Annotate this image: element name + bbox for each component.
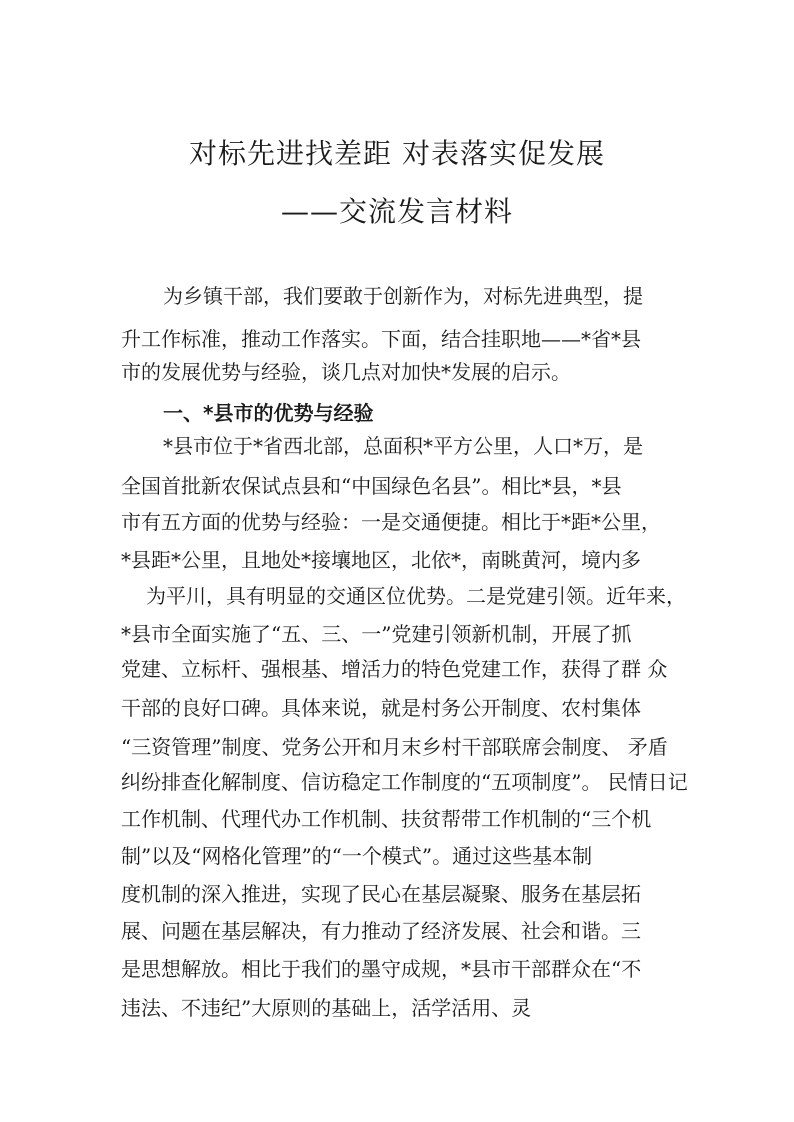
page-subtitle: ——交流发言材料 [280, 195, 513, 228]
paragraph-line: 为平川，具有明显的交通区位优势。二是党建引领。近年来， [146, 584, 686, 608]
section-heading: 一、*县市的优势与经验 [163, 401, 374, 425]
paragraph-line: *县距*公里，且地处*接壤地区，北依*，南眺黄河，境内多 [121, 548, 641, 572]
paragraph-line: 度机制的深入推进，实现了民心在基层凝聚、服务在基层拓 [121, 882, 641, 906]
paragraph-line: 党建、立标杆、强根基、增活力的特色党建工作，获得了群 众 [121, 657, 668, 681]
paragraph-line: 干部的良好口碑。具体来说，就是村务公开制度、农村集体 [121, 696, 641, 720]
paragraph-line: 为乡镇干部，我们要敢于创新作为，对标先进典型，提 [163, 284, 643, 308]
paragraph-line: *县市位于*省西北部，总面积*平方公里，人口*万，是 [163, 434, 643, 458]
paragraph-line: 升工作标准，推动工作落实。下面，结合挂职地——*省*县 [121, 327, 641, 351]
paragraph-line: *县市全面实施了“五、三、一”党建引领新机制，开展了抓 [121, 622, 632, 646]
paragraph-line: 市有五方面的优势与经验：一是交通便捷。相比于*距*公里， [121, 510, 661, 534]
paragraph-line: 全国首批新农保试点县和“中国绿色名县”。相比*县，*县 [121, 474, 622, 498]
paragraph-line: “三资管理”制度、党务公开和月末乡村干部联席会制度、 矛盾 [121, 735, 668, 759]
paragraph-line: 制”以及“网格化管理”的“一个模式”。通过这些基本制 [121, 844, 593, 868]
paragraph-line: 纠纷排查化解制度、信访稳定工作制度的“五项制度”。 民情日记 [121, 770, 688, 794]
paragraph-line: 市的发展优势与经验，谈几点对加快*发展的启示。 [121, 360, 571, 384]
page-title: 对标先进找差距 对表落实促发展 [189, 137, 605, 170]
paragraph-line: 是思想解放。相比于我们的墨守成规，*县市干部群众在“不 [121, 957, 642, 981]
paragraph-line: 展、问题在基层解决，有力推动了经济发展、社会和谐。三 [121, 919, 641, 943]
paragraph-line: 工作机制、代理代办工作机制、扶贫帮带工作机制的“三个机 [121, 807, 652, 831]
paragraph-line: 违法、不违纪”大原则的基础上，活学活用、灵 [121, 996, 532, 1020]
